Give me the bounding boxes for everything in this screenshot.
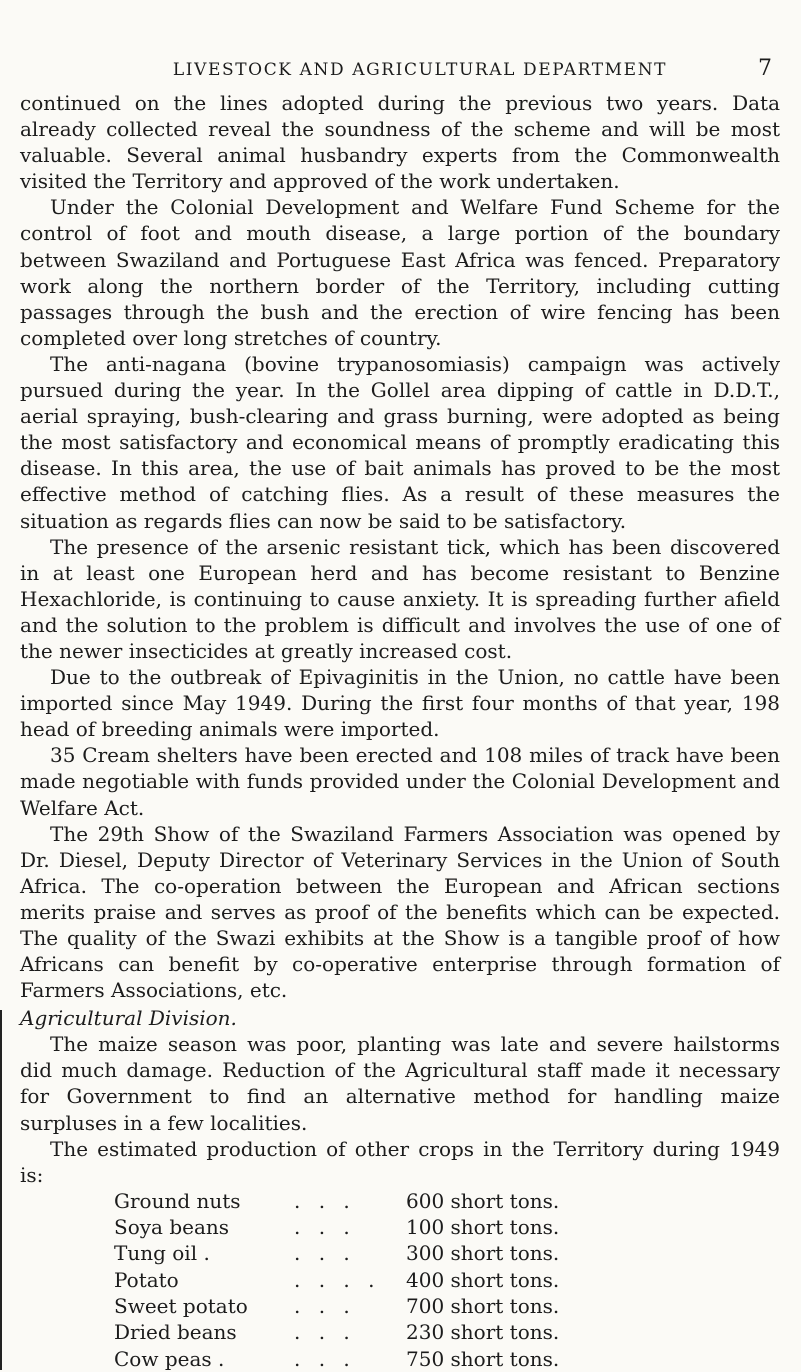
crop-amount: 750 short tons. xyxy=(406,1346,560,1371)
crop-amount: 600 short tons. xyxy=(406,1188,560,1213)
scan-edge-line xyxy=(0,1010,2,1370)
paragraph: Due to the outbreak of Epivaginitis in the Union, no cattle have been imported since May 1949. During the first four months of that year, 198 head of breeding animals were imported. xyxy=(20,665,780,742)
paragraph: 35 Cream shelters have been erected and 108 miles of track have been made negotiable with funds provided under the Colonial Development and Welfare Act. xyxy=(20,743,780,820)
crop-amount: 700 short tons. xyxy=(406,1294,560,1319)
leader-dots: . . . xyxy=(294,1188,356,1213)
running-header: LIVESTOCK AND AGRICULTURAL DEPARTMENT xyxy=(172,60,668,80)
paragraph: The presence of the arsenic resistant tick, which has been discovered in at least one European herd and has become resistant to Benzine Hexachloride, is continuing to cause anxiety. It is spreading further afield and the solution to the problem is difficult and involves the use of one of the newer insecticides at greatly increased cost. xyxy=(20,534,780,663)
section-heading: Agricultural Division. xyxy=(20,1006,237,1031)
paragraph: The maize season was poor, planting was late and severe hailstorms did much damage. Reduction of the Agricultural staff made it necessary for Government to find an alternative method for handling maize surpluses in a few localities. xyxy=(20,1032,780,1135)
crop-amount: 100 short tons. xyxy=(406,1215,560,1240)
crop-amount: 300 short tons. xyxy=(406,1241,560,1266)
list-item xyxy=(114,1293,780,1319)
crop-name: Potato xyxy=(114,1267,179,1292)
crop-amount: 230 short tons. xyxy=(406,1320,560,1345)
list-item xyxy=(114,1214,780,1240)
crop-name: Dried beans xyxy=(114,1320,237,1345)
leader-dots: . . . xyxy=(294,1320,356,1345)
list-item xyxy=(114,1267,780,1293)
list-item xyxy=(114,1240,780,1266)
leader-dots: . . . xyxy=(294,1215,356,1240)
paragraph: The estimated production of other crops in the Territory during 1949 is: xyxy=(20,1136,780,1187)
leader-dots: . . . xyxy=(294,1241,356,1266)
list-item xyxy=(114,1188,780,1214)
crop-name: Cow peas . xyxy=(114,1346,225,1371)
list-item xyxy=(114,1346,780,1372)
leader-dots: . . . . xyxy=(294,1267,381,1292)
paragraph: The anti-nagana (bovine trypanosomiasis) campaign was actively pursued during the year. In the Gollel area dipping of cattle in D.D.T., aerial spraying, bush-clearing and grass burning, were adopted as being the most satisfactory and economical means of promptly eradicating this disease. In this area, the use of bait animals has proved to be the most effective method of catching flies. As a result of these measures the situation as regards flies can now be said to be satisfactory. xyxy=(20,351,780,533)
leader-dots: . . . xyxy=(294,1346,356,1371)
crop-name: Soya beans xyxy=(114,1215,230,1240)
page-number: 7 xyxy=(758,56,772,81)
list-item xyxy=(114,1319,780,1345)
crop-production-list xyxy=(114,1188,780,1372)
paragraph: Under the Colonial Development and Welfare Fund Scheme for the control of foot and mouth disease, a large portion of the boundary between Swaziland and Portuguese East Africa was fenced. Preparatory work along the northern border of the Territory, including cutting passages through the bush and the erection of wire fencing has been completed over long stretches of country. xyxy=(20,195,780,350)
page-body xyxy=(20,90,780,1372)
crop-amount: 400 short tons. xyxy=(406,1267,560,1292)
leader-dots: . . . xyxy=(294,1294,356,1319)
crop-name: Ground nuts xyxy=(114,1188,241,1213)
crop-name: Tung oil . xyxy=(114,1241,210,1266)
crop-name: Sweet potato xyxy=(114,1294,248,1319)
paragraph: continued on the lines adopted during the previous two years. Data already collected reveal the soundness of the scheme and will be most valuable. Several animal husbandry experts from the Commonwealth visited the Territory and approved of the work undertaken. xyxy=(20,91,780,194)
paragraph: The 29th Show of the Swaziland Farmers Association was opened by Dr. Diesel, Deputy Director of Veterinary Services in the Union of South Africa. The co-operation between the European and African sections merits praise and serves as proof of the benefits which can be expected. The quality of the Swazi exhibits at the Show is a tangible proof of how Africans can benefit by co-operative enterprise through formation of Farmers Associations, etc. xyxy=(20,821,780,1003)
